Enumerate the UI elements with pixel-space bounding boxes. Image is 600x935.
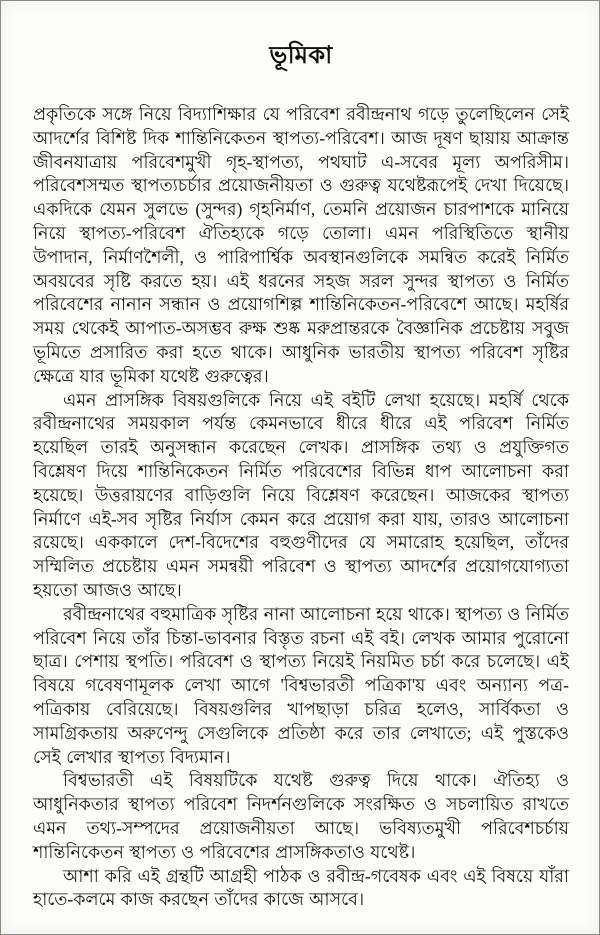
page-title: ভূমিকা [269, 43, 333, 69]
page-body [33, 103, 569, 912]
paragraph-2: এমন প্রাসঙ্গিক বিষয়গুলিকে নিয়ে এই বইটি লেখা হয়েছে। মহর্ষি থেকে রবীন্দ্রনাথের সময়কাল পর্যন্ত কেমনভাবে ধীরে ধীরে এই পরিবেশ নির্মিত হয়েছিল তারই অনুসন্ধান করেছেন লেখক। প্রাসঙ্গিক তথ্য ও প্রযুক্তিগত বিশ্লেষণ দিয়ে শান্তিনিকেতন নির্মিত পরিবেশের বিভিন্ন ধাপ আলোচনা করা হয়েছে। উত্তরায়ণের বাড়িগুলি নিয়ে বিশ্লেষণ করেছেন। আজকের স্থাপত্য নির্মাণে এই-সব সৃষ্টির নির্যাস কেমন করে প্রয়োগ করা যায়, তারও আলোচনা রয়েছে। এককালে দেশ-বিদেশের বহুগুণীদের যে সমারোহ হয়েছিল, তাঁদের সম্মিলিত প্রচেষ্টায় এমন সমন্বয়ী পরিবেশ ও স্থাপত্য আদর্শের প্রয়োগযোগ্যতা হয়তো আজও আছে। [33, 389, 569, 600]
paragraph-4: বিশ্বভারতী এই বিষয়টিকে যথেষ্ট গুরুত্ব দিয়ে থাকে। ঐতিহ্য ও আধুনিকতার স্থাপত্য পরিবেশ নিদর্শনগুলিকে সংরক্ষিত ও সচলায়িত রাখতে এমন তথ্য-সম্পদের প্রয়োজনীয়তা আছে। ভবিষ্যতমুখী পরিবেশচর্চায় শান্তিনিকেতন স্থাপত্য ও পরিবেশের প্রাসঙ্গিকতাও যথেষ্ট। [33, 770, 569, 862]
paragraph-3: রবীন্দ্রনাথের বহুমাত্রিক সৃষ্টির নানা আলোচনা হয়ে থাকে। স্থাপত্য ও নির্মিত পরিবেশ নিয়ে তাঁর চিন্তা-ভাবনার বিস্তৃত রচনা এই বই। লেখক আমার পুরোনো ছাত্র। পেশায় স্থপতি। পরিবেশ ও স্থাপত্য নিয়েই নিয়মিত চর্চা করে চলেছে। এই বিষয়ে গবেষণামূলক লেখা আগে 'বিশ্বভারতী পত্রিকা'য় এবং অন্যান্য পত্র-পত্রিকায় বেরিয়েছে। বিষয়গুলির খাপছাড়া চরিত্র হলেও, সার্বিকতা ও সামগ্রিকতায় অরুণেন্দু সেগুলিকে প্রতিষ্ঠা করে তার লেখাতে; এই পুস্তকেও সেই লেখার স্থাপত্য বিদ্যমান। [33, 603, 569, 767]
paragraph-1: প্রকৃতিকে সঙ্গে নিয়ে বিদ্যাশিক্ষার যে পরিবেশ রবীন্দ্রনাথ গড়ে তুলেছিলেন সেই আদর্শের বিশিষ্ট দিক শান্তিনিকেতন স্থাপত্য-পরিবেশ। আজ দূষণ ছায়ায় আক্রান্ত জীবনযাত্রায় পরিবেশমুখী গৃহ-স্থাপত্য, পথঘাট এ-সবের মূল্য অপরিসীম। পরিবেশসম্মত স্থাপত্যচর্চার প্রয়োজনীয়তা ও গুরুত্ব যথেষ্টরূপেই দেখা দিয়েছে। একদিকে যেমন সুলভে (সুন্দর) গৃহনির্মাণ, তেমনি প্রয়োজন চারপাশকে মানিয়ে নিয়ে স্থাপত্য-পরিবেশ ঐতিহ্যকে গড়ে তোলা। এমন পরিস্থিতিতে স্থানীয় উপাদান, নির্মাণশৈলী, ও পারিপার্শ্বিক অবস্থানগুলিকে সমন্বিত করেই নির্মিত অবয়বের সৃষ্টি করতে হয়। এই ধরনের সহজ সরল সুন্দর স্থাপত্য ও নির্মিত পরিবেশের নানান সন্ধান ও প্রয়োগশিল্প শান্তিনিকেতন-পরিবেশে আছে। মহর্ষির সময় থেকেই আপাত-অসম্ভব রুক্ষ শুষ্ক মরুপ্রান্তরকে বৈজ্ঞানিক প্রচেষ্টায় সবুজ ভূমিতে প্রসারিত করা হতে থাকে। আধুনিক ভারতীয় স্থাপত্য পরিবেশ সৃষ্টির ক্ষেত্রে যার ভূমিকা যথেষ্ট গুরুত্বের। [33, 104, 569, 386]
paragraph-5: আশা করি এই গ্রন্থটি আগ্রহী পাঠক ও রবীন্দ্র-গবেষক এবং এই বিষয়ে যাঁরা হাতে-কলমে কাজ করছেন তাঁদের কাজে আসবে। [33, 865, 569, 910]
